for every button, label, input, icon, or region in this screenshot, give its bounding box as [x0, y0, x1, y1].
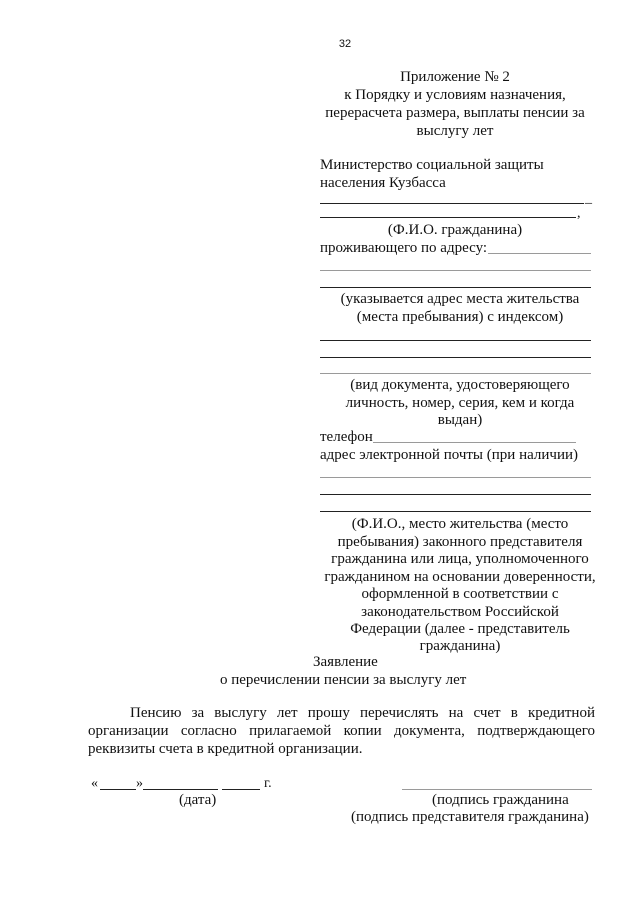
address-caption-1: (указывается адрес места жительства	[340, 291, 580, 307]
rep-caption-8: гражданина)	[419, 638, 501, 654]
signature-caption-citizen: (подпись гражданина	[432, 792, 569, 808]
statement-body: Пенсию за выслугу лет прошу перечислять на счет в кредитной организации согласно прилагаемой копии документа, подтверждающего реквизиты счета в кредитной организации.	[88, 705, 595, 757]
appendix-line-3: перерасчета размера, выплаты пенсии за	[325, 105, 585, 121]
date-day-blank[interactable]	[100, 789, 136, 790]
statement-subtitle: о перечислении пенсии за выслугу лет	[220, 672, 467, 688]
rep-caption-7: Федерации (далее - представитель	[350, 621, 570, 637]
rep-caption-5: оформленной в соответствии с	[361, 586, 559, 602]
fio-caption: (Ф.И.О. гражданина)	[387, 222, 523, 238]
appendix-title: Приложение № 2	[400, 69, 510, 85]
doc-blank-1[interactable]	[320, 340, 591, 341]
fio-blank-2-end: ,	[577, 206, 581, 221]
appendix-line-2: к Порядку и условиям назначения,	[344, 87, 566, 103]
date-year-blank[interactable]	[222, 789, 260, 790]
doc-blank-3[interactable]	[320, 373, 591, 374]
fio-blank-2[interactable]	[320, 217, 576, 218]
rep-blank-2[interactable]	[320, 494, 591, 495]
signature-caption-representative: (подпись представителя гражданина)	[351, 809, 589, 825]
rep-blank-3[interactable]	[320, 511, 591, 512]
fio-blank-1-end: _	[585, 191, 592, 206]
ministry-line-1: Министерство социальной защиты	[320, 157, 544, 173]
rep-caption-2: пребывания) законного представителя	[337, 534, 583, 550]
email-label: адрес электронной почты (при наличии)	[320, 447, 578, 463]
fio-blank-1[interactable]	[320, 203, 584, 204]
doc-caption-1: (вид документа, удостоверяющего	[350, 377, 570, 393]
doc-blank-2[interactable]	[320, 357, 591, 358]
appendix-line-4: выслугу лет	[416, 123, 494, 139]
signature-blank[interactable]	[402, 789, 592, 790]
address-blank-1[interactable]	[320, 270, 591, 271]
date-close-quote: »	[136, 776, 143, 791]
doc-caption-3: выдан)	[437, 412, 483, 428]
date-caption: (дата)	[179, 792, 217, 808]
doc-caption-2: личность, номер, серия, кем и когда	[345, 395, 575, 411]
phone-blank[interactable]	[373, 442, 576, 443]
statement-title: Заявление	[313, 654, 378, 670]
date-open-quote: «	[91, 776, 98, 791]
rep-blank-1[interactable]	[320, 477, 591, 478]
rep-caption-6: законодательством Российской	[361, 604, 559, 620]
rep-caption-4: гражданином на основании доверенности,	[324, 569, 596, 585]
ministry-line-2: населения Кузбасса	[320, 175, 446, 191]
date-month-blank[interactable]	[143, 789, 218, 790]
rep-caption-3: гражданина или лица, уполномоченного	[331, 551, 589, 567]
address-caption-2: (места пребывания) с индексом)	[356, 309, 564, 325]
phone-label: телефон	[320, 429, 373, 445]
page-number: 32	[338, 38, 352, 50]
year-suffix: г.	[264, 776, 272, 791]
address-blank-inline[interactable]	[488, 253, 591, 254]
address-blank-2[interactable]	[320, 287, 591, 288]
rep-caption-1: (Ф.И.О., место жительства (место	[351, 516, 569, 532]
address-label: проживающего по адресу:	[320, 240, 488, 256]
